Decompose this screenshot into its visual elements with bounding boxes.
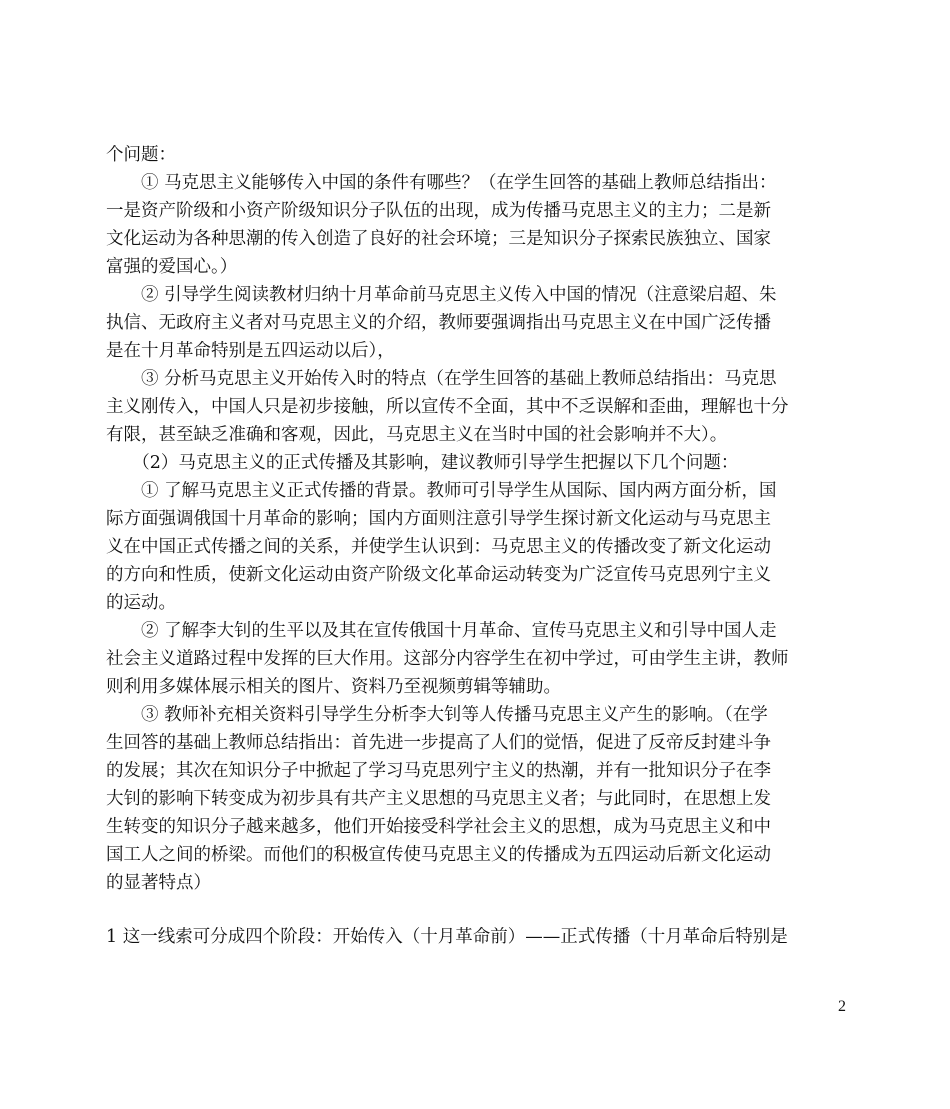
text-line: ① 了解马克思主义正式传播的背景。教师可引导学生从国际、国内两方面分析，国 (106, 481, 777, 501)
spacer (106, 897, 846, 923)
text-line: ② 了解李大钊的生平以及其在宣传俄国十月革命、宣传马克思主义和引导中国人走 (106, 621, 777, 641)
text-line: （2）马克思主义的正式传播及其影响，建议教师引导学生把握以下几个问题： (106, 453, 739, 473)
document-body (106, 141, 846, 951)
text-line: 生回答的基础上教师总结指出：首先进一步提高了人们的觉悟，促进了反帝反封建斗争 (106, 733, 771, 753)
text-line: ① 马克思主义能够传入中国的条件有哪些？（在学生回答的基础上教师总结指出： (106, 173, 777, 193)
text-line: 文化运动为各种思潮的传入创造了良好的社会环境；三是知识分子探索民族独立、国家 (106, 229, 771, 249)
text-line: 大钊的影响下转变成为初步具有共产主义思想的马克思主义者；与此同时，在思想上发 (106, 789, 771, 809)
text-line: 则利用多媒体展示相关的图片、资料乃至视频剪辑等辅助。 (106, 677, 561, 697)
text-line: 的运动。 (106, 593, 176, 613)
footnote: 1 这一线索可分成四个阶段：开始传入（十月革命前）——正式传播（十月革命后特别是 (106, 927, 788, 947)
text-line: 际方面强调俄国十月革命的影响；国内方面则注意引导学生探讨新文化运动与马克思主 (106, 509, 771, 529)
text-line: 一是资产阶级和小资产阶级知识分子队伍的出现，成为传播马克思主义的主力；二是新 (106, 201, 771, 221)
text-line: 的方向和性质，使新文化运动由资产阶级文化革命运动转变为广泛宣传马克思列宁主义 (106, 565, 771, 585)
text-line: ③ 教师补充相关资料引导学生分析李大钊等人传播马克思主义产生的影响。（在学 (106, 705, 768, 725)
text-line: 生转变的知识分子越来越多，他们开始接受科学社会主义的思想，成为马克思主义和中 (106, 817, 771, 837)
text-line: 有限，甚至缺乏准确和客观，因此，马克思主义在当时中国的社会影响并不大）。 (106, 425, 728, 445)
page-number: 2 (838, 998, 846, 1015)
text-line: 执信、无政府主义者对马克思主义的介绍，教师要强调指出马克思主义在中国广泛传播 (106, 313, 771, 333)
text-line: 是在十月革命特别是五四运动以后）， (106, 341, 395, 361)
text-line: 社会主义道路过程中发挥的巨大作用。这部分内容学生在初中学过，可由学生主讲，教师 (106, 649, 789, 669)
text-line: 义在中国正式传播之间的关系，并使学生认识到：马克思主义的传播改变了新文化运动 (106, 537, 771, 557)
text-line: 的发展；其次在知识分子中掀起了学习马克思列宁主义的热潮，并有一批知识分子在李 (106, 761, 771, 781)
text-line: 主义刚传入，中国人只是初步接触，所以宣传不全面，其中不乏误解和歪曲，理解也十分 (106, 397, 789, 417)
text-line: 富强的爱国心。） (106, 257, 238, 277)
text-line: 的显著特点） (106, 873, 211, 893)
text-line: ② 引导学生阅读教材归纳十月革命前马克思主义传入中国的情况（注意梁启超、朱 (106, 285, 777, 305)
text-line: 国工人之间的桥梁。而他们的积极宣传使马克思主义的传播成为五四运动后新文化运动 (106, 845, 771, 865)
text-line: ③ 分析马克思主义开始传入时的特点（在学生回答的基础上教师总结指出：马克思 (106, 369, 777, 389)
text-line: 个问题： (106, 145, 176, 165)
